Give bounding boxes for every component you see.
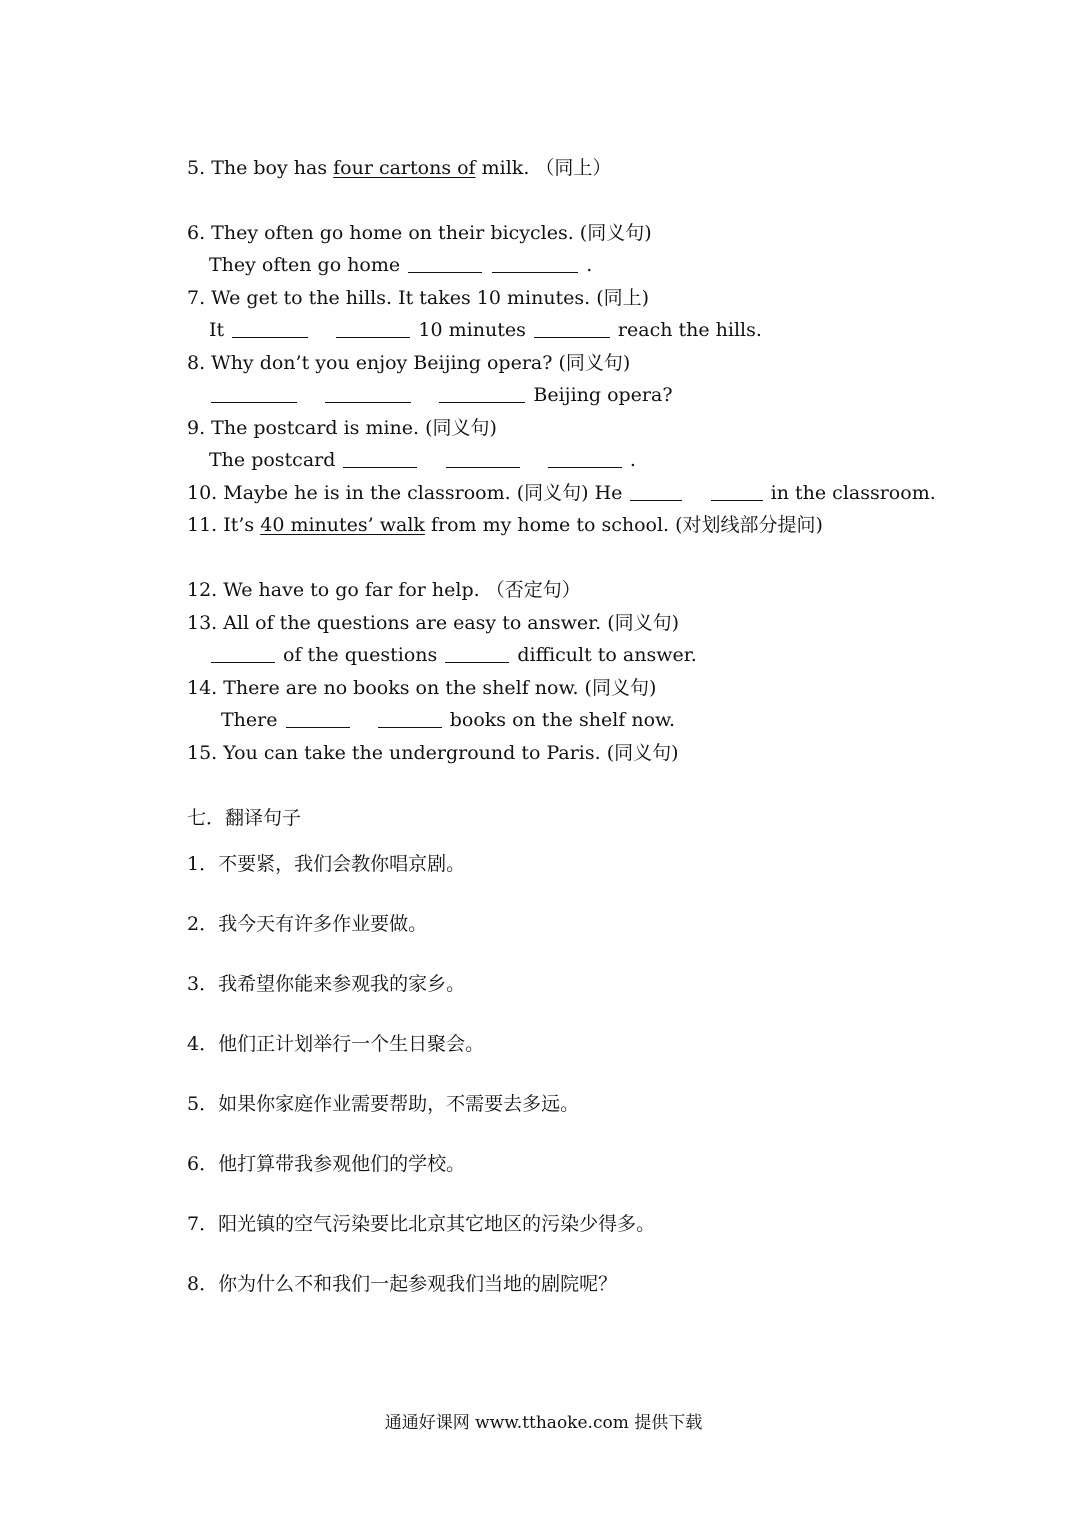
question-14-fill: There books on the shelf now. — [221, 709, 676, 731]
answer-blank[interactable] — [446, 449, 520, 468]
translation-item: 8．你为什么不和我们一起参观我们当地的剧院呢？ — [187, 1273, 618, 1295]
question-9-fill: The postcard . — [209, 449, 636, 471]
question-7-fill: It 10 minutes reach the hills. — [209, 319, 762, 341]
answer-blank[interactable] — [492, 254, 578, 273]
question-15: 15. You can take the underground to Paris. (同义句) — [187, 742, 679, 764]
answer-blank[interactable] — [548, 449, 622, 468]
question-8-fill: Beijing opera? — [209, 382, 673, 408]
translation-item: 2．我今天有许多作业要做。 — [187, 913, 428, 935]
question-7: 7. We get to the hills. It takes 10 minutes. (同上) — [187, 287, 650, 309]
answer-blank[interactable] — [408, 254, 482, 273]
answer-blank[interactable] — [630, 482, 682, 501]
question-5: 5. The boy has four cartons of milk. （同上） — [187, 157, 612, 179]
question-10: 10. Maybe he is in the classroom. (同义句) He in the classroom. — [187, 482, 936, 504]
question-8: 8. Why don’t you enjoy Beijing opera? (同义句) — [187, 352, 631, 374]
question-6: 6. They often go home on their bicycles. (同义句) — [187, 222, 652, 244]
answer-blank[interactable] — [711, 482, 763, 501]
page-footer: 通通好课网 www.tthaoke.com 提供下载 — [384, 1413, 703, 1433]
question-12: 12. We have to go far for help. （否定句） — [187, 579, 581, 601]
answer-blank[interactable] — [325, 384, 411, 403]
answer-blank[interactable] — [336, 319, 410, 338]
section-heading: 七．翻译句子 — [187, 807, 302, 829]
question-13-fill: of the questions difficult to answer. — [209, 642, 697, 668]
translation-item: 7．阳光镇的空气污染要比北京其它地区的污染少得多。 — [187, 1213, 656, 1235]
answer-blank[interactable] — [439, 384, 525, 403]
question-9: 9. The postcard is mine. (同义句) — [187, 417, 497, 439]
answer-blank[interactable] — [534, 319, 610, 338]
question-6-fill: They often go home . — [209, 254, 593, 276]
answer-blank[interactable] — [232, 319, 308, 338]
answer-blank[interactable] — [286, 709, 350, 728]
translation-item: 1．不要紧，我们会教你唱京剧。 — [187, 853, 466, 875]
answer-blank[interactable] — [211, 384, 297, 403]
translation-item: 5．如果你家庭作业需要帮助，不需要去多远。 — [187, 1093, 580, 1115]
answer-blank[interactable] — [378, 709, 442, 728]
answer-blank[interactable] — [445, 644, 509, 663]
answer-blank[interactable] — [211, 644, 275, 663]
question-14: 14. There are no books on the shelf now. (同义句) — [187, 677, 657, 699]
answer-blank[interactable] — [343, 449, 417, 468]
translation-item: 3．我希望你能来参观我的家乡。 — [187, 973, 466, 995]
translation-item: 6．他打算带我参观他们的学校。 — [187, 1153, 466, 1175]
underlined-phrase: 40 minutes’ walk — [260, 514, 425, 536]
question-13: 13. All of the questions are easy to answer. (同义句) — [187, 612, 680, 634]
underlined-phrase: four cartons of — [333, 157, 476, 179]
translation-item: 4．他们正计划举行一个生日聚会。 — [187, 1033, 485, 1055]
question-11: 11. It’s 40 minutes’ walk from my home to school. (对划线部分提问) — [187, 514, 823, 536]
